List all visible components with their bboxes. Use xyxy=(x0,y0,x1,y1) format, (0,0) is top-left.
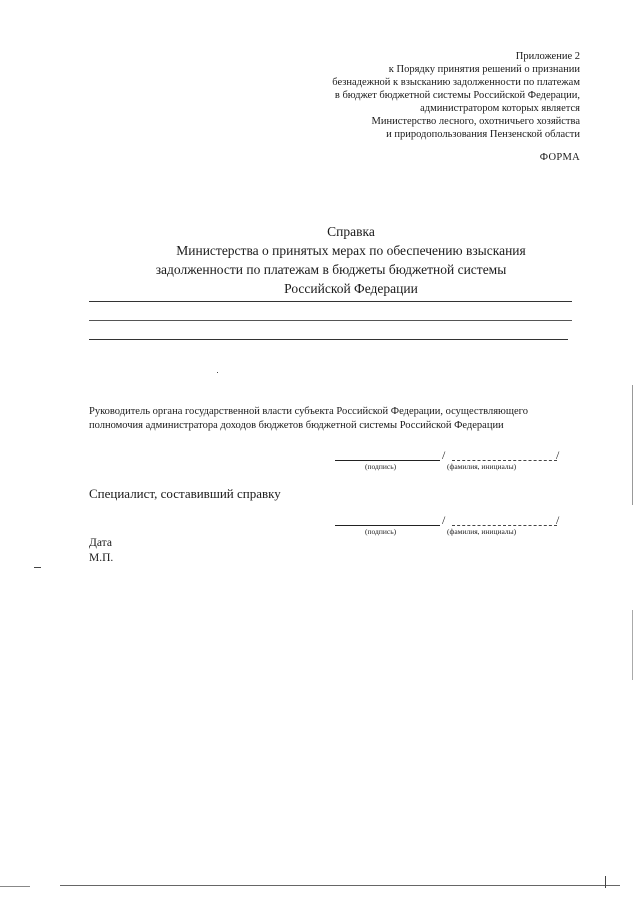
specialist-signature-block xyxy=(335,513,575,537)
specialist-label: Специалист, составивший справку xyxy=(89,486,281,501)
appendix-line: и природопользования Пензенской области xyxy=(386,129,580,140)
blank-line xyxy=(89,320,572,321)
title-line: задолженности по платежам в бюджеты бюджетной системы xyxy=(155,262,507,277)
name-line xyxy=(452,460,557,461)
scan-artifact xyxy=(0,886,30,887)
head-official-line: полномочия администратора доходов бюджетов бюджетной системы Российской Федерации xyxy=(89,419,504,431)
title-line: Министерства о принятых мерах по обеспечению взыскания xyxy=(176,243,526,258)
seal-label: М.П. xyxy=(89,552,114,564)
scan-artifact xyxy=(60,885,620,886)
signature-line xyxy=(335,525,440,526)
blank-line xyxy=(89,339,568,340)
appendix-line: в бюджет бюджетной системы Российской Федерации, xyxy=(334,90,580,101)
appendix-line: Министерство лесного, охотничьего хозяйства xyxy=(371,116,580,127)
separator-slash: / xyxy=(556,513,560,527)
appendix-header xyxy=(260,50,580,141)
head-official-label xyxy=(89,405,589,432)
scan-artifact xyxy=(632,610,633,680)
document-title xyxy=(0,222,640,298)
scan-artifact xyxy=(605,876,606,888)
scan-artifact xyxy=(34,567,41,568)
scan-artifact xyxy=(632,385,633,505)
signature-caption: (подпись) xyxy=(365,527,397,536)
separator-slash: / xyxy=(442,448,446,462)
title-line: Справка xyxy=(327,224,375,239)
name-caption: (фамилия, инициалы) xyxy=(447,462,517,471)
appendix-line: администратором которых является xyxy=(420,103,580,114)
appendix-line: к Порядку принятия решений о признании xyxy=(388,64,580,75)
form-label: ФОРМА xyxy=(539,152,580,163)
name-line xyxy=(452,525,557,526)
signature-caption: (подпись) xyxy=(365,462,397,471)
blank-line xyxy=(89,301,572,302)
scan-artifact xyxy=(217,372,218,373)
date-label: Дата xyxy=(89,537,112,549)
appendix-line: Приложение 2 xyxy=(515,51,580,62)
appendix-line: безнадежной к взысканию задолженности по платежам xyxy=(332,77,580,88)
head-signature-block xyxy=(335,448,575,472)
separator-slash: / xyxy=(442,513,446,527)
head-official-line: Руководитель органа государственной власти субъекта Российской Федерации, осуществляющего xyxy=(89,406,528,417)
signature-line xyxy=(335,460,440,461)
separator-slash: / xyxy=(556,448,560,462)
name-caption: (фамилия, инициалы) xyxy=(447,527,517,536)
title-line: Российской Федерации xyxy=(284,281,418,296)
